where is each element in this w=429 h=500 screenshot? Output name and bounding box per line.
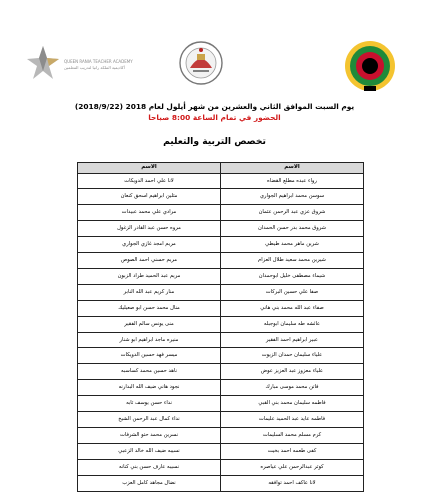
attendance-time: الحضور في تمام الساعة 8:00 صباحا [148,113,281,122]
name-cell-right: صفا علي حسين البركات [221,284,364,300]
name-cell-left: منيره ماجد ابراهيم ابو شنار [78,332,221,348]
name-cell-left: مثلين ابراهيم اسحق كنعان [78,189,221,205]
name-cell-right: شروق عزي عبد الرحمن عثمان [221,205,364,221]
table-row [78,284,364,300]
table-row [78,237,364,253]
name-cell-left: مريم امجد غازي الجواري [78,237,221,253]
table-row [78,459,364,475]
name-cell-left: مرادي علي محمد عبيدات [78,205,221,221]
crest-icon [178,38,224,88]
names-table [77,162,364,492]
name-cell-left: نجود هاني ضيف الله البدارنه [78,380,221,396]
name-cell-right: رواء عبده مطلع القضاه [221,173,364,189]
table-row [78,173,364,189]
star-icon [26,44,60,82]
name-cell-right: عبير ابراهيم احمد الفقير [221,332,364,348]
table-row [78,348,364,364]
name-cell-left: منال محمد حسن ابو صعيليك [78,300,221,316]
name-cell-left: لانا علي احمد الدويكات [78,173,221,189]
name-cell-right: فاطمه عايد عبد الحميد عليمات [221,412,364,428]
table-row [78,253,364,269]
table-row [78,380,364,396]
table-row [78,189,364,205]
table-row [78,300,364,316]
column-header-left: الاسم [78,163,221,174]
name-cell-right: علياء سليمان حمدان الزيوت [221,348,364,364]
logo-bar [0,38,429,100]
name-cell-right: سوسن محمد ابراهيم الجواري [221,189,364,205]
name-cell-right: فاتن محمد موسى مبارك [221,380,364,396]
name-cell-left: نسيبه ضيف الله خالد الزعبي [78,443,221,459]
table-row [78,205,364,221]
table-row [78,428,364,444]
table-row [78,332,364,348]
name-cell-left: نداء حسن يوسف ثابه [78,396,221,412]
table-row [78,221,364,237]
table-header-row [78,163,364,174]
name-cell-right: لانا عاكف احمد توافقه [221,475,364,491]
name-cell-right: شيرين محمد سعيد طلال العزام [221,253,364,269]
table-row [78,443,364,459]
anniversary-logo [340,38,400,94]
name-cell-left: ميسر فهد حسين الدويكات [78,348,221,364]
name-cell-right: فاطمه سليمان محمد بني القبي [221,396,364,412]
academy-name-en: QUEEN RANIA TEACHER ACADEMY [64,59,133,64]
name-cell-right: كفى طعمه احمد بخيت [221,443,364,459]
column-header-right: الاسم [221,163,364,174]
table-row [78,364,364,380]
name-cell-right: شروق محمد بدر حسن الحمدان [221,221,364,237]
name-cell-right: كوثر عبدالرحمن علي عياصره [221,459,364,475]
table-row [78,475,364,491]
name-cell-right: علياء معزوز عبد العزيز عوض [221,364,364,380]
name-cell-left: مريم عبد الحميد طراد الزبون [78,268,221,284]
name-cell-right: صفاء عبد الله محمد بني هاني [221,300,364,316]
name-cell-left: نسيبه عارف حسن بني كنانه [78,459,221,475]
table-row [78,316,364,332]
name-cell-left: منى يونس سالم الفقير [78,316,221,332]
emblem-icon [340,38,400,94]
name-cell-right: كرم مسلم محمد السليمات [221,428,364,444]
name-cell-left: نداء كمال عبد الرحمن الشيخ [78,412,221,428]
academy-name-ar: أكاديمية الملكة رانيا لتدريب المعلمين [64,65,125,70]
name-cell-right: عائشه طه سليمان ابوجبله [221,316,364,332]
name-cell-left: نسرين محمد حتو الشرفات [78,428,221,444]
name-cell-left: مروه حسن عبد القادر الزغول [78,221,221,237]
session-date: يوم السبت الموافق الثاني والعشرين من شهر أيلول لعام 2018 (2018/9/22) [74,102,355,111]
table-row [78,268,364,284]
table-row [78,412,364,428]
name-cell-right: شرين ماهر محمد طيطي [221,237,364,253]
name-cell-right: شيماء مصطفى خليل ابوحمدان [221,268,364,284]
name-cell-left: نضال مجاهد كامل العزب [78,475,221,491]
name-cell-left: منار كريم عبد الله النابر [78,284,221,300]
table-row [78,396,364,412]
name-cell-left: مريم حسني احمد الصوص [78,253,221,269]
specialization-title: تخصص التربية والتعليم [163,136,266,147]
academy-logo [26,44,156,84]
ministry-crest [178,38,224,88]
name-cell-left: ناهد حسين محمد كساسبه [78,364,221,380]
